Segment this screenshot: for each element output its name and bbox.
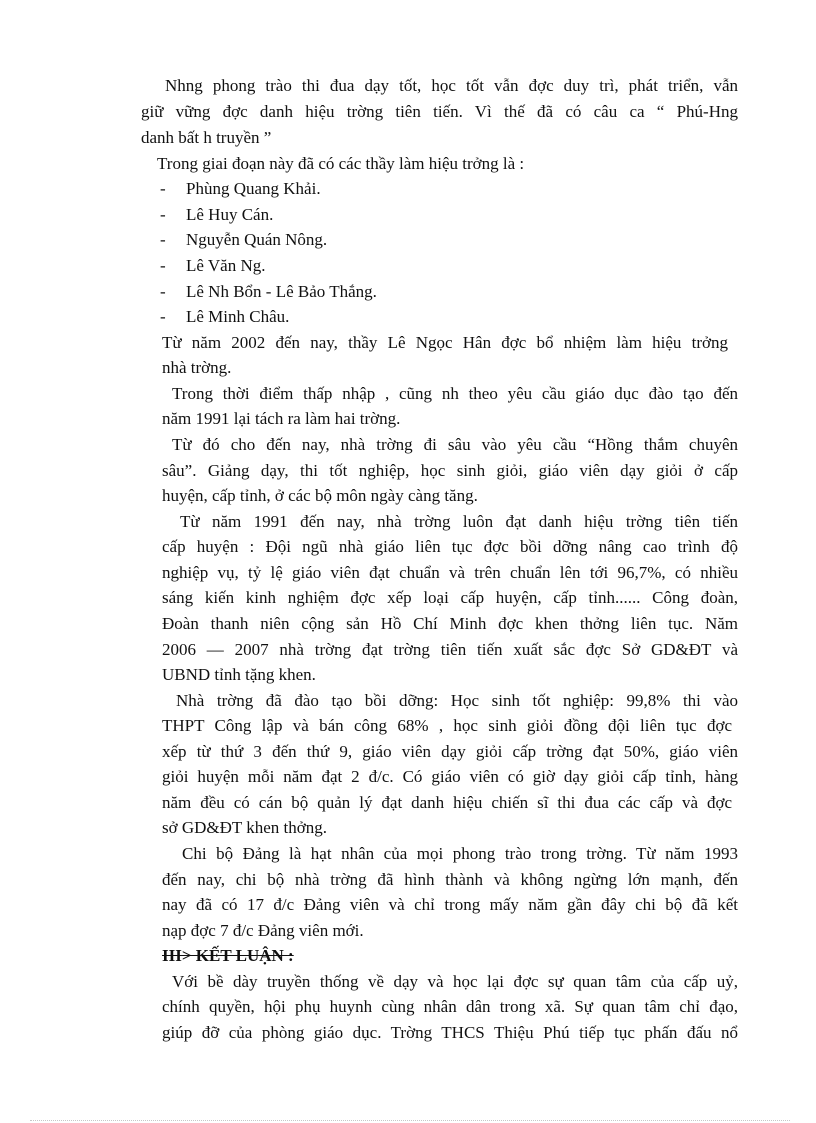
paragraph-line: năm 1991 lại tách ra làm hai trờng. xyxy=(162,409,401,428)
list-bullet: - xyxy=(160,307,166,326)
paragraph-line: UBND tỉnh tặng khen. xyxy=(162,665,316,684)
paragraph-line: 2006 — 2007 nhà trờng đạt trờng tiên tiến xuất sắc đợc Sở GD&ĐT và xyxy=(162,640,738,659)
paragraph-line: xếp từ thứ 3 đến thứ 9, giáo viên dạy giỏi cấp trờng đạt 50%, giáo viên xyxy=(162,742,738,761)
list-bullet: - xyxy=(160,256,166,275)
list-bullet: - xyxy=(160,282,166,301)
paragraph-line: nghiệp vụ, tỷ lệ giáo viên đạt chuẩn và trên chuẩn lên tới 96,7%, có nhiều xyxy=(162,563,738,582)
paragraph-line: Nhng phong trào thi đua dạy tốt, học tốt vẫn đợc duy trì, phát triển, vẫn xyxy=(165,76,738,95)
paragraph-line: danh bất h truyền ” xyxy=(141,128,272,147)
list-item: Nguyễn Quán Nông. xyxy=(186,230,328,249)
paragraph-line: Với bề dày truyền thống về dạy và học lại đợc sự quan tâm của cấp uỷ, xyxy=(172,972,738,991)
paragraph-line: huyện, cấp tỉnh, ở các bộ môn ngày càng tăng. xyxy=(162,486,478,505)
paragraph-line: Từ năm 1991 đến nay, nhà trờng luôn đạt danh hiệu trờng tiên tiến xyxy=(180,512,738,531)
paragraph-line: Nhà trờng đã đào tạo bồi dỡng: Học sinh tốt nghiệp: 99,8% thi vào xyxy=(176,691,738,710)
paragraph-line: nạp đợc 7 đ/c Đảng viên mới. xyxy=(162,921,364,940)
list-bullet: - xyxy=(160,205,166,224)
paragraph-line: Từ đó cho đến nay, nhà trờng đi sâu vào yêu cầu “Hồng thắm chuyên xyxy=(172,435,738,454)
list-item: Lê Minh Châu. xyxy=(186,307,290,326)
paragraph-line: nhà trờng. xyxy=(162,358,232,377)
paragraph-line: THPT Công lập và bán công 68% , học sinh giỏi đồng đội liên tục đợc xyxy=(162,716,732,735)
paragraph-line: chính quyền, hội phụ huynh cùng nhân dân trong xã. Sự quan tâm chỉ đạo, xyxy=(162,997,738,1016)
paragraph-line: sáng kiến kinh nghiệm đợc xếp loại cấp huyện, cấp tỉnh...... Công đoàn, xyxy=(162,588,738,607)
list-item: Lê Văn Ng. xyxy=(186,256,266,275)
list-item: Phùng Quang Khải. xyxy=(186,179,321,198)
list-bullet: - xyxy=(160,230,166,249)
paragraph-line: Từ năm 2002 đến nay, thầy Lê Ngọc Hân đợc bổ nhiệm làm hiệu trởng xyxy=(162,333,728,352)
paragraph-line: nay đã có 17 đ/c Đảng viên và chỉ trong mấy năm gần đây chi bộ đã kết xyxy=(162,895,738,914)
paragraph-line: Trong giai đoạn này đã có các thầy làm hiệu trởng là : xyxy=(157,154,525,173)
paragraph-line: sở GD&ĐT khen thởng. xyxy=(162,818,327,837)
paragraph-line: Chi bộ Đảng là hạt nhân của mọi phong trào trong trờng. Từ năm 1993 xyxy=(182,844,738,863)
paragraph-line: sâu”. Giảng dạy, thi tốt nghiệp, học sinh giỏi, giáo viên dạy giỏi ở cấp xyxy=(162,461,738,480)
paragraph-line: giúp đỡ của phòng giáo dục. Trờng THCS Thiệu Phú tiếp tục phấn đấu nổ xyxy=(162,1023,738,1042)
section-heading: III> KẾT LUẬN : xyxy=(162,946,294,965)
paragraph-line: đến nay, chi bộ nhà trờng đã hình thành và không ngừng lớn mạnh, đến xyxy=(162,870,738,889)
page-bottom-rule xyxy=(30,1120,790,1121)
list-item: Lê Huy Cán. xyxy=(186,205,274,224)
paragraph-line: giữ vững đợc danh hiệu trờng tiên tiến. Vì thế đã có câu ca “ Phú-Hng xyxy=(141,102,738,121)
paragraph-line: Trong thời điểm thấp nhập , cũng nh theo yêu cầu giáo dục đào tạo đến xyxy=(172,384,738,403)
list-bullet: - xyxy=(160,179,166,198)
paragraph-line: năm đều có cán bộ quản lý đạt danh hiệu chiến sĩ thi đua các cấp và đợc xyxy=(162,793,732,812)
paragraph-line: Đoàn thanh niên cộng sản Hồ Chí Minh đợc khen thởng liên tục. Năm xyxy=(162,614,738,633)
paragraph-line: giỏi huyện mỗi năm đạt 2 đ/c. Có giáo viên có giờ dạy giỏi cấp tỉnh, hàng xyxy=(162,767,738,786)
list-item: Lê Nh Bổn - Lê Bảo Thắng. xyxy=(186,282,377,301)
paragraph-line: cấp huyện : Đội ngũ nhà giáo liên tục đợc bồi dỡng nâng cao trình độ xyxy=(162,537,738,556)
